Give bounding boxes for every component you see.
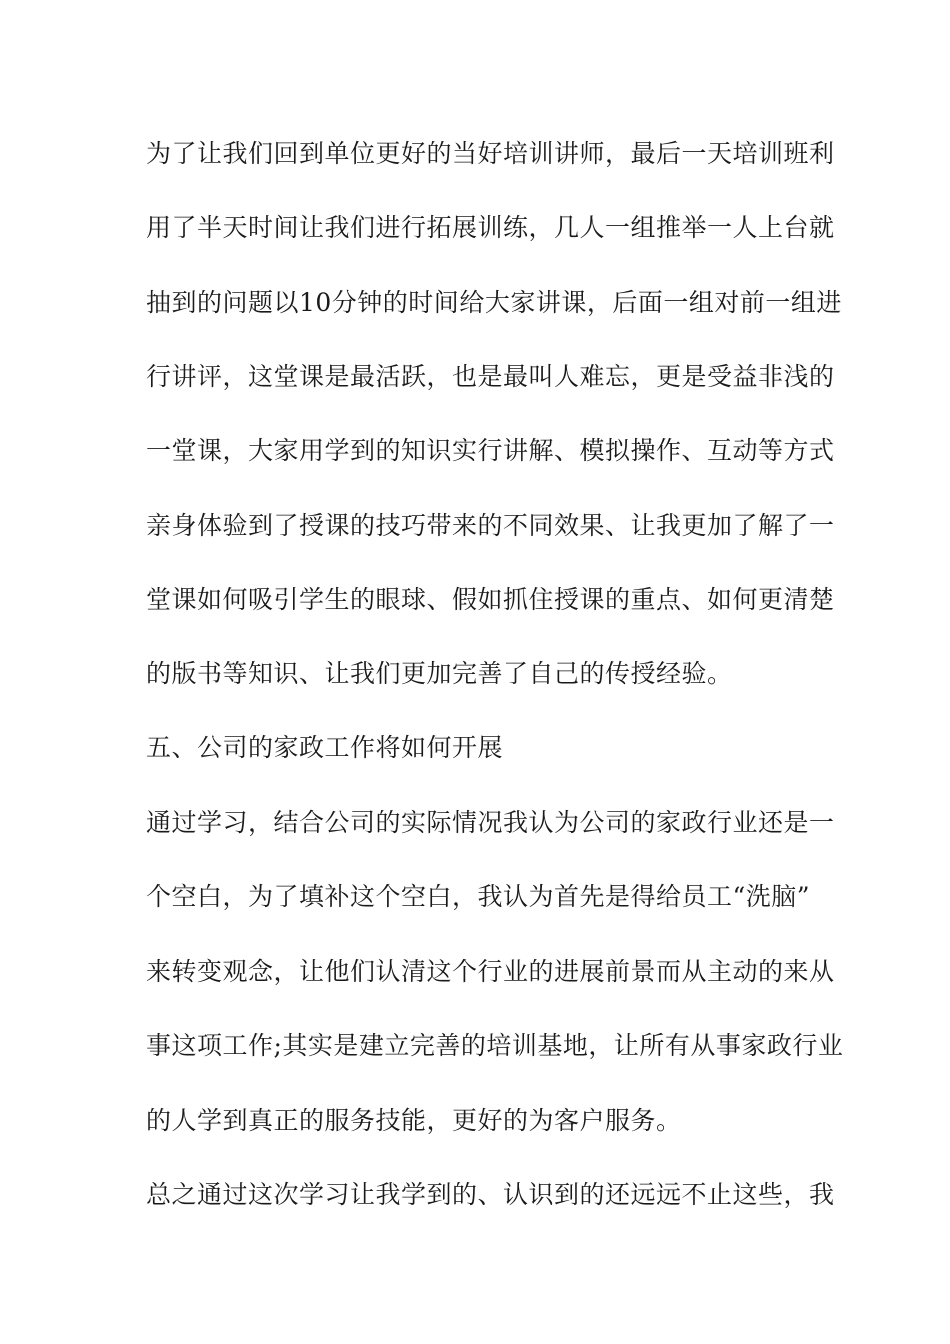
paragraph-1-line-2: 用了半天时间让我们进行拓展训练，几人一组推举一人上台就 [146,213,835,242]
paragraph-1-line-7: 堂课如何吸引学生的眼球、假如抓住授课的重点、如何更清楚 [146,585,835,614]
paragraph-1-line-5: 一堂课，大家用学到的知识实行讲解、模拟操作、互动等方式 [146,436,835,465]
paragraph-1-line-8: 的版书等知识、让我们更加完善了自己的传授经验。 [146,659,733,688]
paragraph-2-line-1: 通过学习，结合公司的实际情况我认为公司的家政行业还是一 [146,808,835,837]
paragraph-2-line-2: 个空白，为了填补这个空白，我认为首先是得给员工“洗脑” [146,882,811,911]
paragraph-3-line-1: 总之通过这次学习让我学到的、认识到的还远远不止这些，我 [146,1180,835,1209]
paragraph-1-line-4: 行讲评，这堂课是最活跃，也是最叫人难忘，更是受益非浅的 [146,362,835,391]
paragraph-1-line-1: 为了让我们回到单位更好的当好培训讲师，最后一天培训班利 [146,139,835,168]
paragraph-2-line-5: 的人学到真正的服务技能，更好的为客户服务。 [146,1106,682,1135]
section-heading: 五、公司的家政工作将如何开展 [146,733,504,762]
paragraph-1-line-3: 抽到的问题以10分钟的时间给大家讲课，后面一组对前一组进 [146,288,842,317]
paragraph-2-line-4: 事这项工作;其实是建立完善的培训基地，让所有从事家政行业 [146,1031,844,1060]
paragraph-1-line-6: 亲身体验到了授课的技巧带来的不同效果、让我更加了解了一 [146,511,835,540]
paragraph-2-line-3: 来转变观念，让他们认清这个行业的进展前景而从主动的来从 [146,957,835,986]
